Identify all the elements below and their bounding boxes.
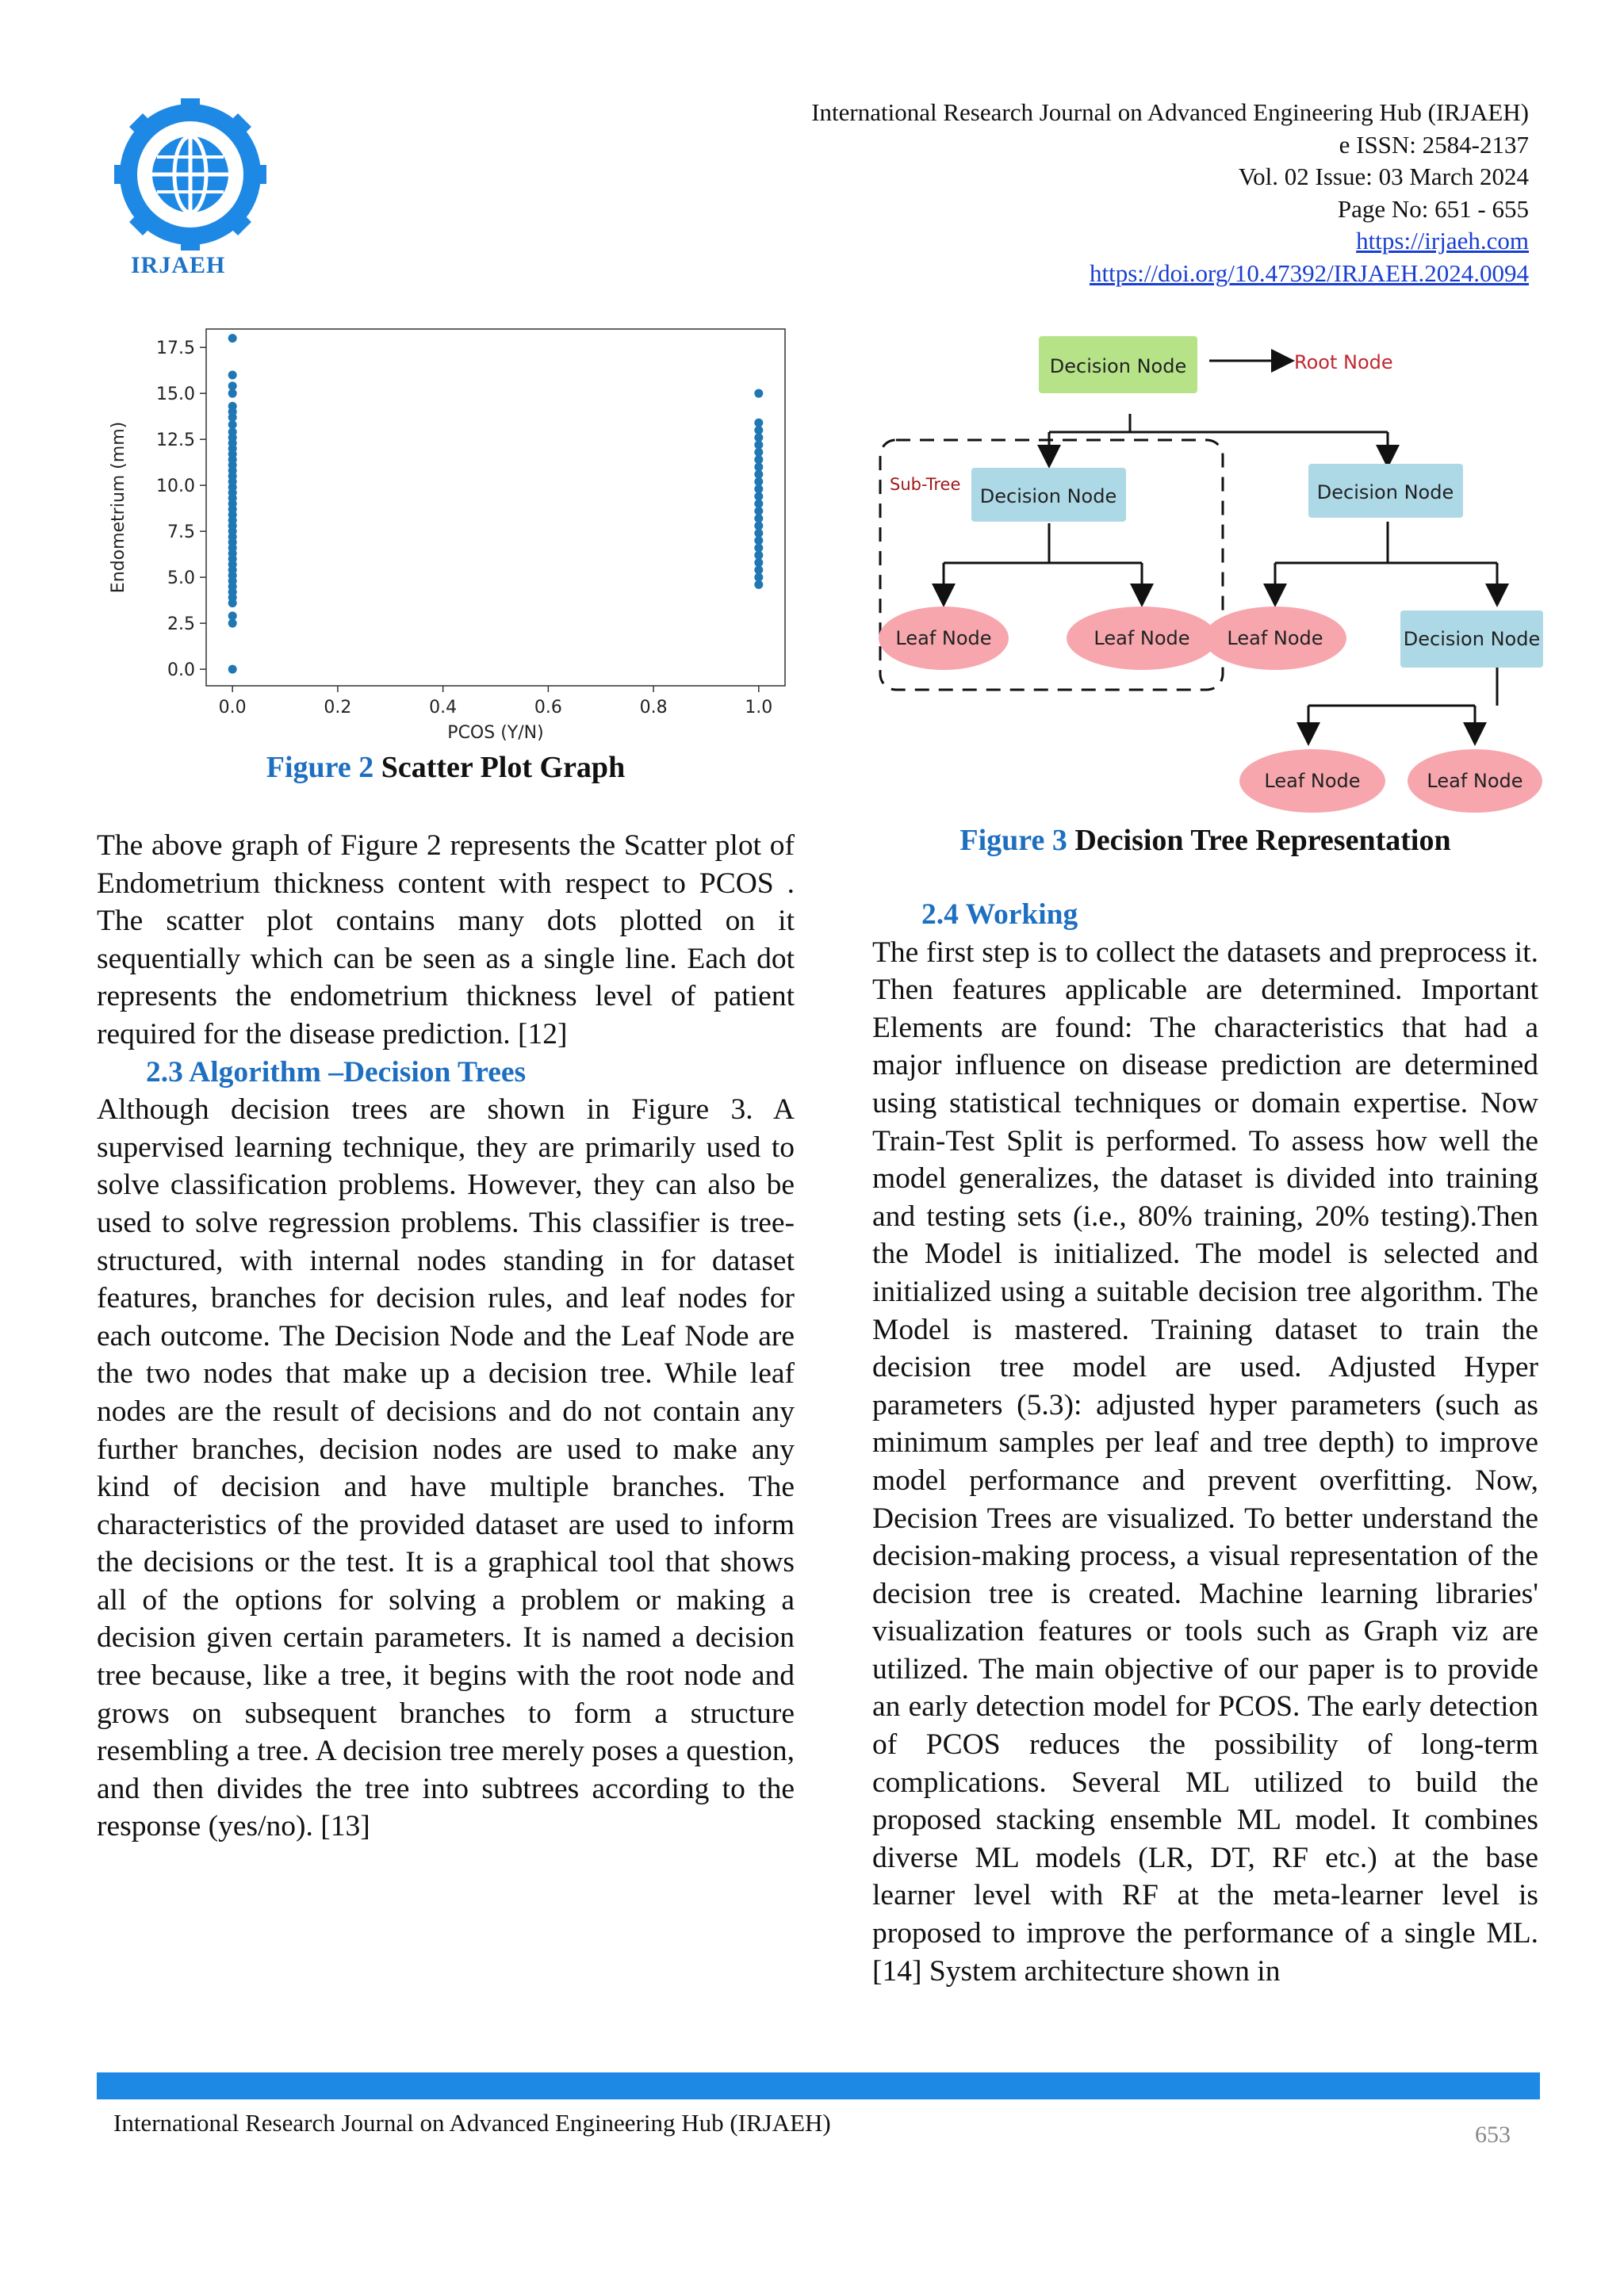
left-column <box>97 827 795 1846</box>
figure-2-label: Figure 2 <box>266 751 374 784</box>
doi-link[interactable]: https://doi.org/10.47392/IRJAEH.2024.0094 <box>1089 258 1529 287</box>
issn: e ISSN: 2584-2137 <box>1339 130 1529 159</box>
root-node-annotation: Root Node <box>1294 351 1393 373</box>
scatter-plot <box>103 321 801 749</box>
y-tick-label: 5.0 <box>167 568 195 589</box>
subtree-label: Sub-Tree <box>890 475 961 494</box>
footer-journal: International Research Journal on Advanced Engineering Hub (IRJAEH) <box>113 2109 831 2137</box>
y-tick-label: 15.0 <box>156 385 195 405</box>
scatter-point <box>754 389 763 398</box>
decision-node-text: Decision Node <box>1316 481 1454 503</box>
figure-2-caption <box>97 750 795 785</box>
paragraph-working: The first step is to collect the datasets and preprocess it. Then features applicable are determined. Important Elements are found: The characteristics that had a major influence on disease prediction are determined using statistical techniques or domain expertise. Now Train-Test Split is performed. To assess how well the model generalizes, the dataset is divided into training and testing sets (i.e., 80% training, 20% testing).Then the Model is initialized. The model is selected and initialized using a suitable decision tree algorithm. The Model is mastered. Training dataset to train the decision tree model are used. Adjusted Hyper parameters (5.3): adjusted hyper parameters (such as minimum samples per leaf and tree depth) to improve model performance and prevent overfitting. Now, Decision Trees are visualized. To better understand the decision-making process, a visual representation of the decision tree is created. Machine learning libraries' visualization features or tools such as Graph viz are utilized. The main objective of our paper is to provide an early detection model for PCOS. The early detection of PCOS reduces the possibility of long-term complications. Several ML utilized to build the proposed stacking ensemble ML model. It combines diverse ML models (LR, DT, RF etc.) at the base learner level with RF at the meta-learner level is proposed to improve the performance of a single ML. [14] System architecture shown in <box>872 936 1538 1988</box>
x-tick-label: 0.0 <box>218 698 247 718</box>
plot-frame <box>206 329 785 686</box>
root-node-text: Decision Node <box>1049 355 1187 377</box>
globe-icon <box>152 136 228 212</box>
scatter-point <box>228 334 237 342</box>
x-tick-label: 0.2 <box>324 698 352 718</box>
page-range: Page No: 651 - 655 <box>1337 194 1529 223</box>
x-tick-label: 0.4 <box>429 698 458 718</box>
scatter-point <box>228 665 237 674</box>
journal-header <box>811 97 1529 289</box>
decision-tree-diagram <box>872 325 1546 817</box>
y-tick-label: 10.0 <box>156 476 195 497</box>
volume-issue: Vol. 02 Issue: 03 March 2024 <box>1238 163 1529 190</box>
leaf-node-text: Leaf Node <box>1227 627 1323 649</box>
scatter-point <box>228 611 237 620</box>
paragraph-decision-trees: Although decision trees are shown in Figure 3. A supervised learning technique, they are primarily used to solve classification problems. However, they can also be used to solve regression problems. This classifier is tree-structured, with internal nodes standing in for dataset features, branches for decision rules, and leaf nodes for each outcome. The Decision Node and the Leaf Node are the two nodes that make up a decision tree. While leaf nodes are the result of decisions and do not contain any further branches, decision nodes are used to make any kind of decision and have multiple branches. The characteristics of the provided dataset are used to inform the decisions or the test. It is a graphical tool that shows all of the options for solving a problem or making a decision given certain parameters. It is named a decision tree because, like a tree, it begins with the root node and grows on subsequent branches to form a structure resembling a tree. A decision tree merely poses a question, and then divides the tree into subtrees according to the response (yes/no). [13] <box>97 1093 795 1843</box>
x-tick-label: 0.8 <box>639 698 668 718</box>
leaf-node-text: Leaf Node <box>1264 770 1361 792</box>
leaf-node-text: Leaf Node <box>895 627 992 649</box>
scatter-point <box>228 370 237 379</box>
y-tick-label: 0.0 <box>167 660 195 681</box>
right-column <box>872 896 1538 1990</box>
journal-url-link[interactable]: https://irjaeh.com <box>1356 227 1529 254</box>
y-axis-label: Endometrium (mm) <box>109 421 128 594</box>
decision-node-text: Decision Node <box>1403 628 1541 650</box>
paragraph-scatter-description: The above graph of Figure 2 represents the Scatter plot of Endometrium thickness content with respect to PCOS . The scatter plot contains many dots plotted on it sequentially which can be seen as a single line. Each dot represents the endometrium thickness level of patient required for the disease prediction. [12] <box>97 829 795 1050</box>
leaf-node-text: Leaf Node <box>1427 770 1523 792</box>
figure-3-caption <box>872 823 1538 858</box>
x-tick-label: 0.6 <box>534 698 562 718</box>
scatter-point <box>228 402 237 411</box>
logo-text: IRJAEH <box>131 252 226 278</box>
scatter-point <box>754 419 763 427</box>
y-tick-label: 7.5 <box>167 522 195 543</box>
journal-name: International Research Journal on Advanced Engineering Hub (IRJAEH) <box>811 98 1529 126</box>
figure-2-title: Scatter Plot Graph <box>381 751 626 784</box>
footer-bar <box>97 2072 1540 2099</box>
leaf-node-text: Leaf Node <box>1094 627 1190 649</box>
y-tick-label: 17.5 <box>156 339 195 359</box>
section-heading-2-3: 2.3 Algorithm –Decision Trees <box>146 1055 527 1089</box>
y-tick-label: 12.5 <box>156 430 195 451</box>
x-tick-label: 1.0 <box>745 698 773 718</box>
page-number: 653 <box>1475 2122 1511 2148</box>
x-axis-label: PCOS (Y/N) <box>447 723 544 743</box>
section-heading-2-4: 2.4 Working <box>921 898 1078 931</box>
figure-3-label: Figure 3 <box>959 824 1067 857</box>
y-tick-label: 2.5 <box>167 614 195 635</box>
scatter-point <box>228 381 237 390</box>
figure-3-title: Decision Tree Representation <box>1074 824 1451 857</box>
decision-node-text: Decision Node <box>979 485 1117 507</box>
